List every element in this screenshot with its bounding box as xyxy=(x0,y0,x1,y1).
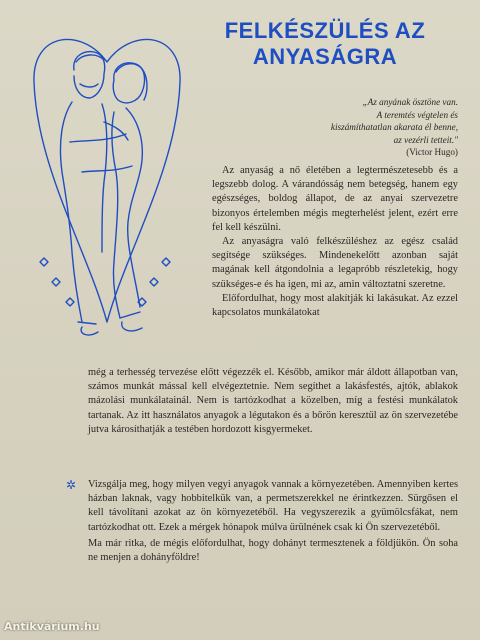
asterisk-bullet-icon: ✲ xyxy=(66,478,77,492)
advice-list xyxy=(88,478,458,567)
page-title xyxy=(205,18,445,70)
couple-illustration xyxy=(22,22,192,352)
paragraph: Előfordulhat, hogy most alakítják ki lakásukat. Az ezzel kapcsolatos munkálatokat xyxy=(212,292,458,319)
quote-line-1: „Az anyának ösztöne van. xyxy=(362,97,458,107)
paragraph-continued: még a terhesség tervezése előtt végezzék el. Később, amikor már áldott állapotban van, számos munkát mással kell elvégeztetnie. Nem segíthet a lakásfestés, ajtók, ablakok mázolási munkálatainál. Nem is tartózkodhat a közelben, míg a festési munkálatok tartanak. Az itt használatos anyagok a légutakon és a bőrön keresztül az ön szervezetébe jutva károsíthatják a testében hordozott kisgyermeket. xyxy=(88,367,458,435)
advice-item: Ma már ritka, de mégis előfordulhat, hogy dohányt termesztenek a földjükön. Ön soha ne menjen a dohányföldre! xyxy=(88,537,458,564)
paragraph: Az anyaság a nő életében a legtermészetesebb és a legszebb dolog. A várandósság nem betegség, hanem egy egészséges, boldog állapot, de az anyai szervezetre bizonyos értelemben mégis megterhelést jelent, ezért erre fel kell készülni. xyxy=(212,165,458,233)
quote-line-4: az vezérli tetteit." xyxy=(393,134,458,145)
advice-item: Vizsgálja meg, hogy milyen vegyi anyagok vannak a környezetében. Amennyiben kertes házban laknak, vagy hobbitelkük van, a permetszerekkel ne érintkezzen. Sürgősen el kell távolítani azokat az ön környezetéből. Ha vegyszerezik a gyümölcsfákat, nem tartózkodhat ott. Ezek a mérgek hónapok múlva ürülnének csak ki Ön szervezetéből. xyxy=(88,479,458,533)
epigraph-quote xyxy=(248,96,458,159)
paragraph: Az anyaságra való felkészüléshez az egész család segítsége szükséges. Mindenekelőtt azonban saját magának kell átgondolnia a legapróbb részletekig, hogy szükséges-e és ha igen, mi az, amin változtatni szeretne. xyxy=(212,236,458,290)
watermark: Antikvárium.hu xyxy=(4,620,100,633)
title-line-2: ANYASÁGRA xyxy=(252,44,398,69)
quote-line-3: kiszámíthatatlan akarata él benne, xyxy=(330,122,458,133)
quote-source: (Victor Hugo) xyxy=(406,147,458,158)
body-text-right-column xyxy=(212,164,458,320)
title-line-1: FELKÉSZÜLÉS AZ xyxy=(224,18,426,43)
quote-line-2: A teremtés végtelen és xyxy=(376,109,458,120)
body-text-full-width xyxy=(88,366,458,437)
